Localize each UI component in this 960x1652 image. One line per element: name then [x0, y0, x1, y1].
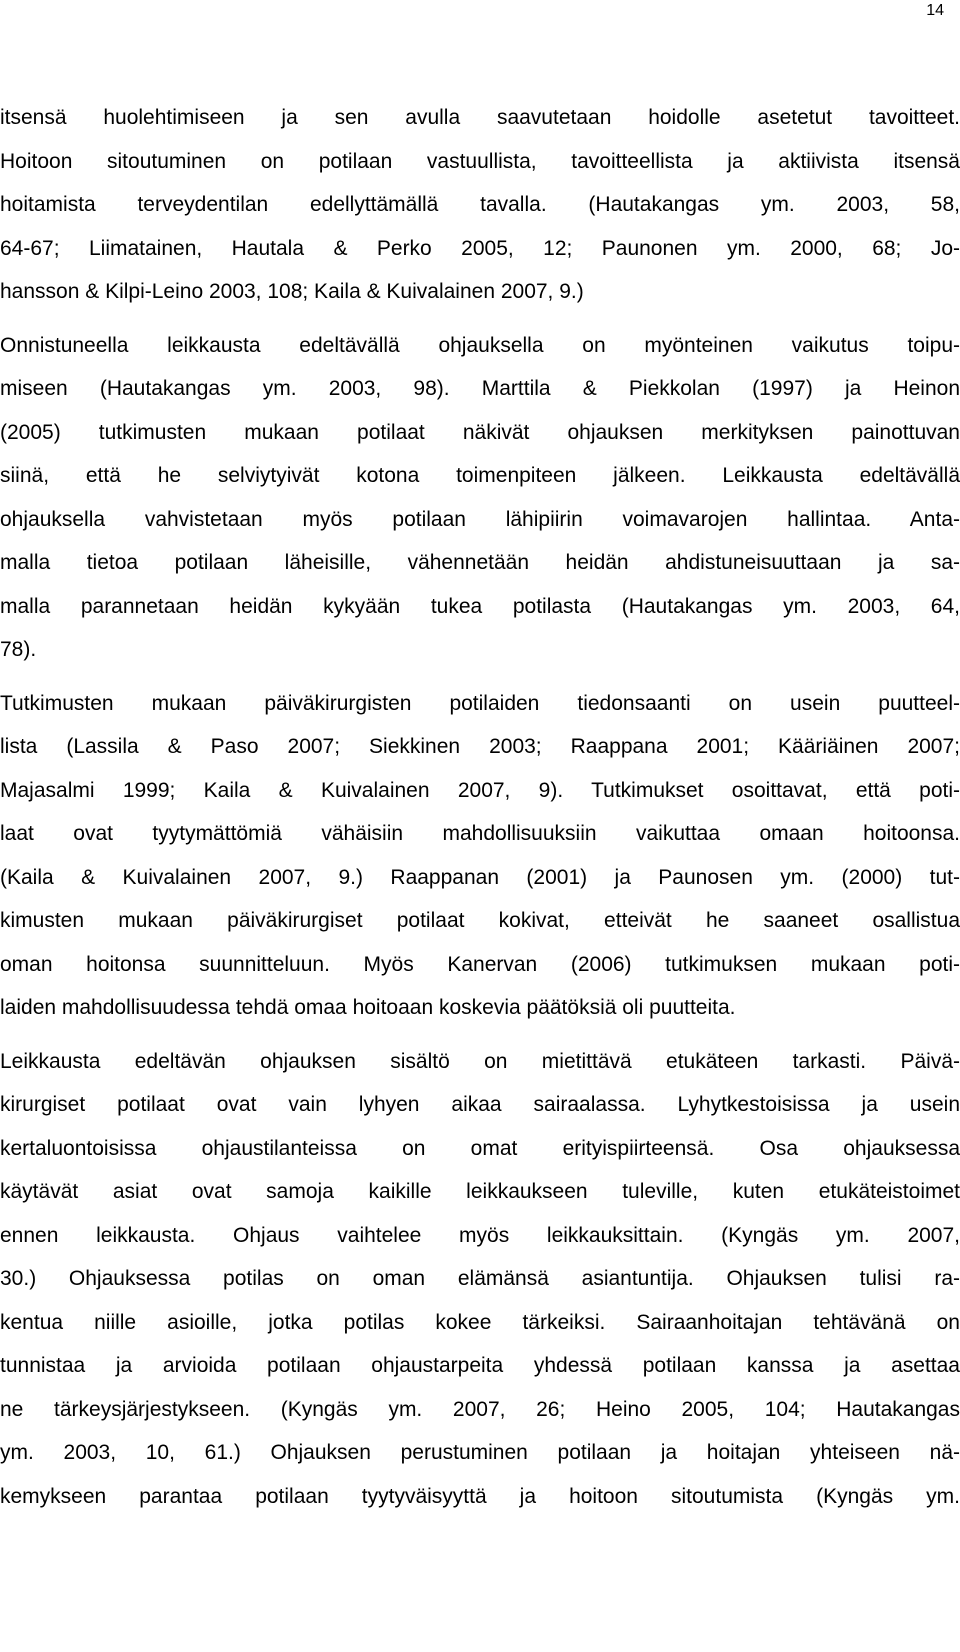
text-line: 64-67; Liimatainen, Hautala & Perko 2005, 12; Paunonen ym. 2000, 68; Jo-	[0, 236, 960, 260]
text-line: tunnistaa ja arvioida potilaan ohjaustarpeita yhdessä potilaan kanssa ja asettaa	[0, 1354, 960, 1377]
text-line: malla tietoa potilaan läheisille, vähennetään heidän ahdistuneisuuttaan ja sa-	[0, 551, 960, 574]
text-line: Tutkimusten mukaan päiväkirurgisten potilaiden tiedonsaanti on usein puutteel-	[0, 691, 960, 715]
text-line: Hoitoon sitoutuminen on potilaan vastuullista, tavoitteellista ja aktiivista itsensä	[0, 149, 960, 173]
paragraph	[0, 682, 960, 1030]
paragraph-spacer	[0, 672, 960, 682]
text-line: miseen (Hautakangas ym. 2003, 98). Marttila & Piekkolan (1997) ja Heinon	[0, 377, 960, 400]
page-number: 14	[926, 2, 944, 19]
text-line: Leikkausta edeltävän ohjauksen sisältö on mietittävä etukäteen tarkasti. Päivä-	[0, 1049, 960, 1073]
paragraph-spacer	[0, 1030, 960, 1040]
text-line: ym. 2003, 10, 61.) Ohjauksen perustuminen potilaan ja hoitajan yhteiseen nä-	[0, 1441, 960, 1464]
text-line: kemykseen parantaa potilaan tyytyväisyyttä ja hoitoon sitoutumista (Kyngäs ym.	[0, 1484, 960, 1508]
text-line: kertaluontoisissa ohjaustilanteissa on omat erityispiirteensä. Osa ohjauksessa	[0, 1136, 960, 1160]
paragraph	[0, 1040, 960, 1519]
text-line: lista (Lassila & Paso 2007; Siekkinen 2003; Raappana 2001; Kääriäinen 2007;	[0, 735, 960, 758]
text-line: malla parannetaan heidän kykyään tukea potilasta (Hautakangas ym. 2003, 64,	[0, 594, 960, 618]
text-line: käytävät asiat ovat samoja kaikille leikkaukseen tuleville, kuten etukäteistoimet	[0, 1180, 960, 1203]
text-line: laiden mahdollisuudessa tehdä omaa hoitoaan koskevia päätöksiä oli puutteita.	[0, 996, 736, 1019]
text-line: (Kaila & Kuivalainen 2007, 9.) Raappanan (2001) ja Paunosen ym. (2000) tut-	[0, 865, 960, 889]
text-line: hansson & Kilpi-Leino 2003, 108; Kaila & Kuivalainen 2007, 9.)	[0, 280, 584, 303]
text-line: hoitamista terveydentilan edellyttämällä tavalla. (Hautakangas ym. 2003, 58,	[0, 193, 960, 216]
paragraph	[0, 96, 960, 314]
text-line: ohjauksella vahvistetaan myös potilaan lähipiirin voimavarojen hallintaa. Anta-	[0, 507, 960, 531]
document-body	[0, 96, 960, 1518]
text-line: itsensä huolehtimiseen ja sen avulla saavutetaan hoidolle asetetut tavoitteet.	[0, 106, 960, 129]
text-line: kirurgiset potilaat ovat vain lyhyen aikaa sairaalassa. Lyhytkestoisissa ja usein	[0, 1093, 960, 1116]
paragraph	[0, 324, 960, 672]
text-line: (2005) tutkimusten mukaan potilaat näkivät ohjauksen merkityksen painottuvan	[0, 420, 960, 444]
text-line: ennen leikkausta. Ohjaus vaihtelee myös leikkauksittain. (Kyngäs ym. 2007,	[0, 1223, 960, 1247]
paragraph-spacer	[0, 314, 960, 324]
text-line: 30.) Ohjauksessa potilas on oman elämänsä asiantuntija. Ohjauksen tulisi ra-	[0, 1267, 960, 1290]
text-line: Onnistuneella leikkausta edeltävällä ohjauksella on myönteinen vaikutus toipu-	[0, 333, 960, 357]
text-line: kentua niille asioille, jotka potilas kokee tärkeiksi. Sairaanhoitajan tehtävänä on	[0, 1310, 960, 1334]
text-line: laat ovat tyytymättömiä vähäisiin mahdollisuuksiin vaikuttaa omaan hoitoonsa.	[0, 822, 960, 845]
text-line: Majasalmi 1999; Kaila & Kuivalainen 2007, 9). Tutkimukset osoittavat, että poti-	[0, 778, 960, 802]
text-line: ne tärkeysjärjestykseen. (Kyngäs ym. 2007, 26; Heino 2005, 104; Hautakangas	[0, 1397, 960, 1421]
text-line: siinä, että he selviytyivät kotona toimenpiteen jälkeen. Leikkausta edeltävällä	[0, 464, 960, 487]
text-line: oman hoitonsa suunnitteluun. Myös Kanervan (2006) tutkimuksen mukaan poti-	[0, 952, 960, 976]
text-line: kimusten mukaan päiväkirurgiset potilaat kokivat, etteivät he saaneet osallistua	[0, 909, 960, 932]
text-line: 78).	[0, 638, 37, 661]
